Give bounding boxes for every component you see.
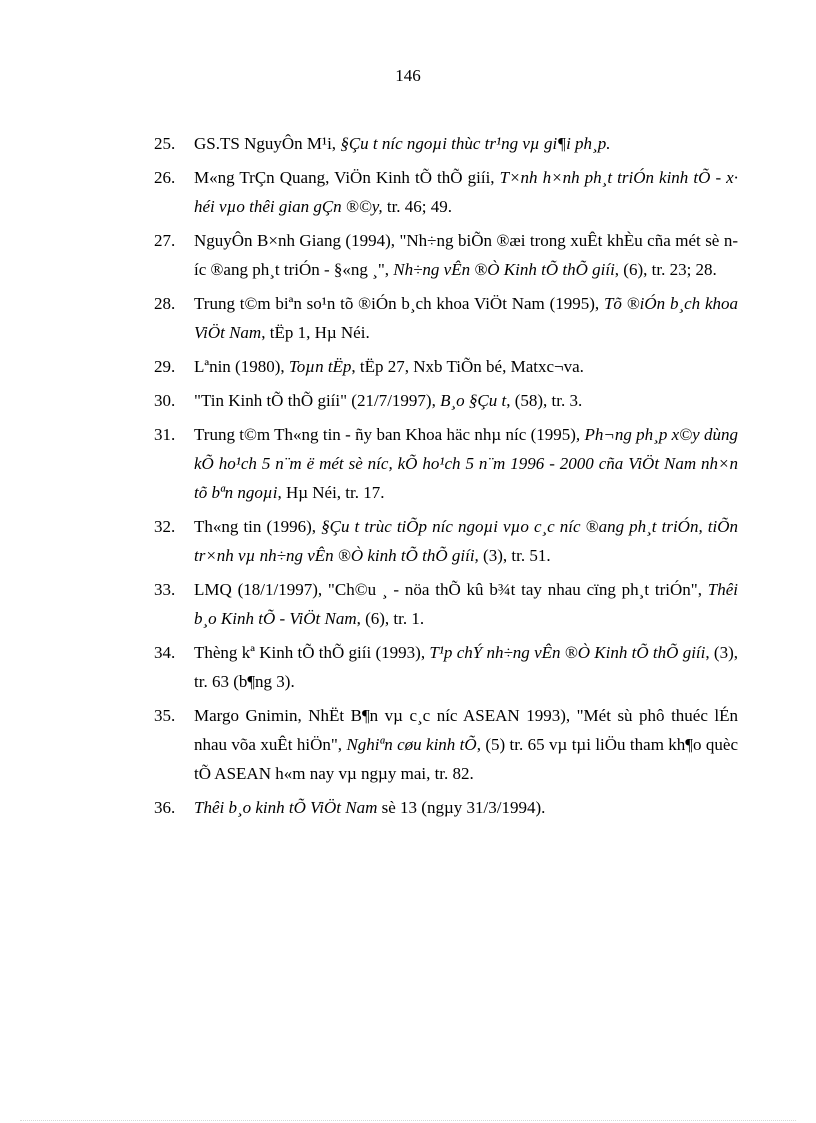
reference-text bbox=[194, 701, 738, 788]
reference-item bbox=[154, 386, 738, 415]
reference-title-italic: Thêi b¸o Kinh tÕ - ViÖt Nam bbox=[194, 580, 738, 628]
reference-text-segment: , (5) tr. 65 vµ tµi liÖu tham kh¶o quèc tÕ ASEAN h«m nay vµ ngµy mai, tr. 82. bbox=[194, 735, 738, 783]
reference-text-segment: sè 13 (ngµy 31/3/1994). bbox=[377, 798, 546, 817]
reference-text-segment: GS.TS NguyÔn M¹i, bbox=[194, 134, 341, 153]
reference-number: 35. bbox=[154, 706, 176, 725]
reference-number: 33. bbox=[154, 580, 176, 599]
reference-text-segment: , tËp 1, Hµ Néi. bbox=[261, 323, 370, 342]
reference-title-italic: Nh÷ng vÊn ®Ò Kinh tÕ thÕ giíi bbox=[393, 260, 615, 279]
reference-number: 36. bbox=[154, 798, 176, 817]
reference-text-segment: Th«ng tin (1996), bbox=[194, 517, 322, 536]
reference-title-italic: Thêi b¸o kinh tÕ ViÖt Nam bbox=[194, 798, 378, 817]
reference-item bbox=[154, 575, 738, 633]
reference-title-italic: T×nh h×nh ph¸t triÓn kinh tÕ - x· héi vµo thêi gian gÇn ®©y, bbox=[194, 168, 738, 216]
reference-item bbox=[154, 420, 738, 507]
reference-text-segment: tr. 46; 49. bbox=[382, 197, 453, 216]
reference-text-segment: , (58), tr. 3. bbox=[506, 391, 583, 410]
reference-item bbox=[154, 352, 738, 381]
reference-number: 32. bbox=[154, 517, 176, 536]
reference-text bbox=[194, 352, 738, 381]
reference-text-segment: Margo Gnimin, NhËt B¶n vµ c¸c níc ASEAN 1993), "Mét sù phô thuéc lÉn nhau võa xuÊt hiÖn", bbox=[194, 706, 738, 754]
reference-text-segment: (3), tr. 51. bbox=[478, 546, 551, 565]
reference-number: 34. bbox=[154, 643, 176, 662]
reference-text-segment: , (3), tr. 63 (b¶ng 3). bbox=[194, 643, 738, 691]
reference-title-italic: , Ph¬ng ph¸p x©y dùng kÕ ho¹ch 5 n¨m ë mét sè níc, kÕ ho¹ch 5 n¨m 1996 - 2000 cña ViÖt Nam nh×n tõ bªn ngoµi bbox=[194, 425, 738, 502]
reference-title-italic: §Çu t trùc tiÕp níc ngoµi vµo c¸c níc ®ang ph¸t triÓn, tiÕn tr×nh vµ nh÷ng vÊn ®Ò kinh tÕ thÕ giíi, bbox=[194, 517, 738, 565]
reference-title-italic: Toµn tËp bbox=[288, 357, 352, 376]
reference-text-segment: LMQ (18/1/1997), "Ch©u ¸ - nöa thÕ kû b¾t tay nhau cïng ph¸t triÓn", bbox=[194, 580, 708, 599]
reference-text-segment: Trung t©m biªn so¹n tõ ®iÓn b¸ch khoa ViÖt Nam (1995), bbox=[194, 294, 604, 313]
page-footer-divider bbox=[20, 1120, 796, 1121]
reference-number: 28. bbox=[154, 294, 176, 313]
reference-number: 29. bbox=[154, 357, 176, 376]
reference-item bbox=[154, 793, 738, 822]
reference-text bbox=[194, 575, 738, 633]
reference-number: 31. bbox=[154, 425, 176, 444]
reference-text bbox=[194, 638, 738, 696]
reference-text-segment: , (6), tr. 1. bbox=[356, 609, 425, 628]
reference-number: 25. bbox=[154, 134, 176, 153]
page-number: 146 bbox=[395, 66, 421, 85]
reference-text bbox=[194, 420, 738, 507]
reference-item bbox=[154, 129, 738, 158]
reference-item bbox=[154, 163, 738, 221]
reference-number: 27. bbox=[154, 231, 176, 250]
reference-text-segment: NguyÔn B×nh Giang (1994), "Nh÷ng biÕn ®æi trong xuÊt khÈu cña mét sè níc ®ang ph¸t triÓn - §«ng ¸", bbox=[194, 231, 738, 279]
reference-text-segment: , tËp 27, Nxb TiÕn bé, Matxc¬va. bbox=[351, 357, 584, 376]
reference-item bbox=[154, 638, 738, 696]
reference-text bbox=[194, 163, 738, 221]
reference-text bbox=[194, 386, 738, 415]
reference-text-segment: M«ng TrÇn Quang, ViÖn Kinh tÕ thÕ giíi, bbox=[194, 168, 500, 187]
reference-title-italic: Nghiªn cøu kinh tÕ bbox=[346, 735, 477, 754]
reference-item bbox=[154, 512, 738, 570]
reference-text-segment: Trung t©m Th«ng tin - ñy ban Khoa häc nhµ níc (1995) bbox=[194, 425, 576, 444]
reference-text-segment: "Tin Kinh tÕ thÕ giíi" (21/7/1997), bbox=[194, 391, 441, 410]
reference-list bbox=[154, 129, 738, 827]
reference-item bbox=[154, 226, 738, 284]
reference-number: 26. bbox=[154, 168, 176, 187]
reference-item bbox=[154, 701, 738, 788]
reference-text bbox=[194, 793, 738, 822]
reference-text-segment: , (6), tr. 23; 28. bbox=[614, 260, 717, 279]
reference-text bbox=[194, 512, 738, 570]
reference-text bbox=[194, 226, 738, 284]
reference-number: 30. bbox=[154, 391, 176, 410]
reference-text-segment: Thèng kª Kinh tÕ thÕ giíi (1993), bbox=[194, 643, 430, 662]
reference-title-italic: Tõ ®iÓn b¸ch khoa ViÖt Nam bbox=[194, 294, 739, 342]
reference-text bbox=[194, 289, 738, 347]
reference-text-segment: , Hµ Néi, tr. 17. bbox=[277, 483, 385, 502]
reference-title-italic: §Çu t níc ngoµi thùc tr¹ng vµ gi¶i ph¸p. bbox=[340, 134, 611, 153]
reference-title-italic: B¸o §Çu t bbox=[440, 391, 507, 410]
reference-text bbox=[194, 129, 738, 158]
reference-title-italic: T¹p chÝ nh÷ng vÊn ®Ò Kinh tÕ thÕ giíi bbox=[429, 643, 706, 662]
reference-text-segment: Lªnin (1980), bbox=[194, 357, 289, 376]
reference-item bbox=[154, 289, 738, 347]
